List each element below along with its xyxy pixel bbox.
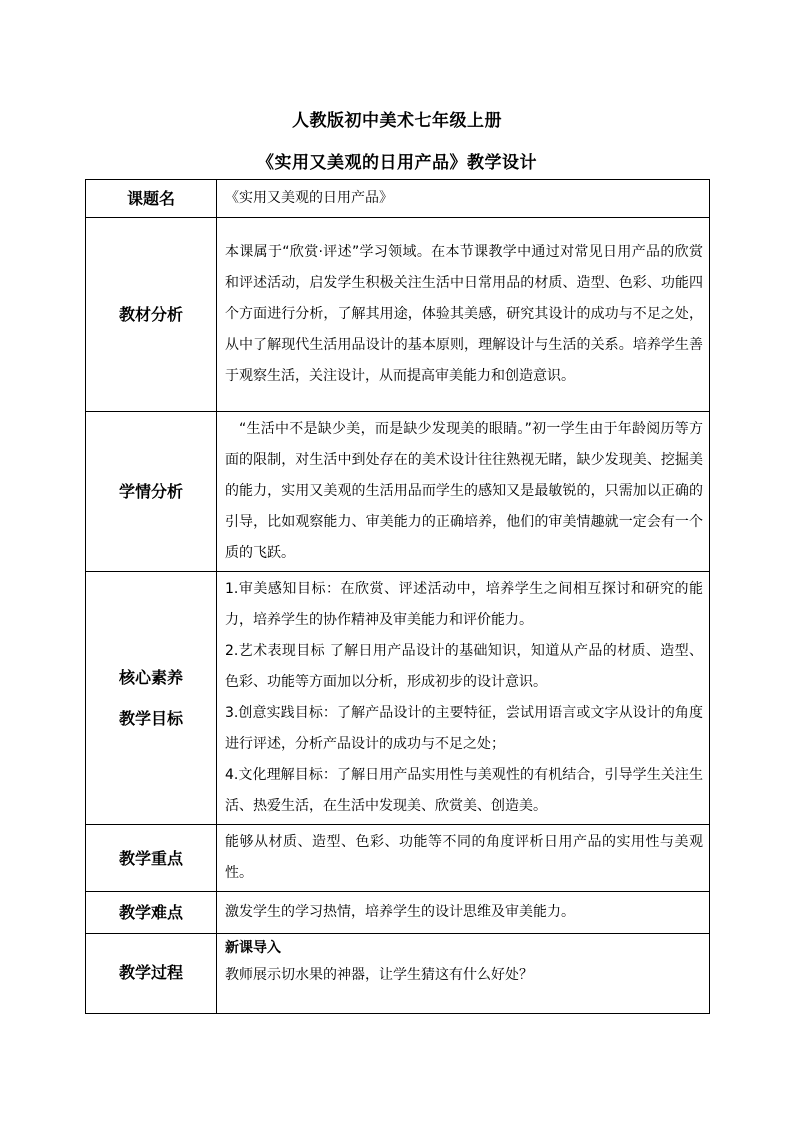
core-goals-content bbox=[217, 572, 710, 825]
student-analysis-text: “生活中不是缺少美，而是缺少发现美的眼睛。”初一学生由于年龄阅历等方面的限制，对生活中到处存在的美术设计往往熟视无睹，缺少发现美、挖掘美的能力，实用又美观的生活用品而学生的感知又是最敏锐的，只需加以正确的引导，比如观察能力、审美能力的正确培养，他们的审美情趣就一定会有一个质的飞跃。 bbox=[217, 412, 710, 572]
table-row-difficulties bbox=[86, 892, 710, 934]
goal-item-4: 4.文化理解目标：了解日用产品实用性与美观性的有机结合，引导学生关注生活、热爱生活，在生活中发现美、欣赏美、创造美。 bbox=[225, 767, 703, 814]
document-subtitle: 《实用又美观的日用产品》教学设计 bbox=[257, 153, 537, 173]
topic-label: 课题名 bbox=[86, 180, 217, 218]
textbook-analysis-label: 教材分析 bbox=[86, 218, 217, 412]
process-subheading: 新课导入 bbox=[225, 940, 281, 956]
table-row-student-analysis bbox=[86, 412, 710, 572]
table-row-key-points bbox=[86, 825, 710, 892]
core-goals-label bbox=[86, 572, 217, 825]
goal-item-1: 1.审美感知目标：在欣赏、评述活动中，培养学生之间相互探讨和研究的能力，培养学生的协作精神及审美能力和评价能力。 bbox=[225, 581, 703, 628]
key-points-text: 能够从材质、造型、色彩、功能等不同的角度评析日用产品的实用性与美观性。 bbox=[217, 825, 710, 892]
textbook-analysis-text: 本课属于“欣赏·评述”学习领域。在本节课教学中通过对常见日用产品的欣赏和评述活动，启发学生积极关注生活中日常用品的材质、造型、色彩、功能四个方面进行分析，了解其用途，体验其美感，研究其设计的成功与不足之处，从中了解现代生活用品设计的基本原则，理解设计与生活的关系。培养学生善于观察生活，关注设计，从而提高审美能力和创造意识。 bbox=[217, 218, 710, 412]
goal-item-3: 3.创意实践目标：了解产品设计的主要特征，尝试用语言或文字从设计的角度进行评述，分析产品设计的成功与不足之处； bbox=[225, 705, 703, 752]
goal-item-2: 2.艺术表现目标 了解日用产品设计的基础知识，知道从产品的材质、造型、色彩、功能等方面加以分析，形成初步的设计意识。 bbox=[225, 643, 703, 690]
table-row-process bbox=[86, 934, 710, 1014]
difficulties-label: 教学难点 bbox=[86, 892, 217, 934]
document-title: 人教版初中美术七年级上册 bbox=[292, 111, 502, 131]
table-row-topic bbox=[86, 180, 710, 218]
student-analysis-label: 学情分析 bbox=[86, 412, 217, 572]
lesson-plan-table bbox=[85, 179, 710, 1014]
core-goals-label-line1: 核心素养 bbox=[118, 668, 183, 687]
table-row-textbook-analysis bbox=[86, 218, 710, 412]
core-goals-label-line2: 教学目标 bbox=[118, 709, 183, 728]
process-text: 教师展示切水果的神器，让学生猜这有什么好处？ bbox=[225, 967, 533, 983]
key-points-label: 教学重点 bbox=[86, 825, 217, 892]
topic-value: 《实用又美观的日用产品》 bbox=[217, 180, 710, 218]
process-content bbox=[217, 934, 710, 1014]
process-label: 教学过程 bbox=[86, 934, 217, 1014]
table-row-core-goals bbox=[86, 572, 710, 825]
difficulties-text: 激发学生的学习热情，培养学生的设计思维及审美能力。 bbox=[217, 892, 710, 934]
